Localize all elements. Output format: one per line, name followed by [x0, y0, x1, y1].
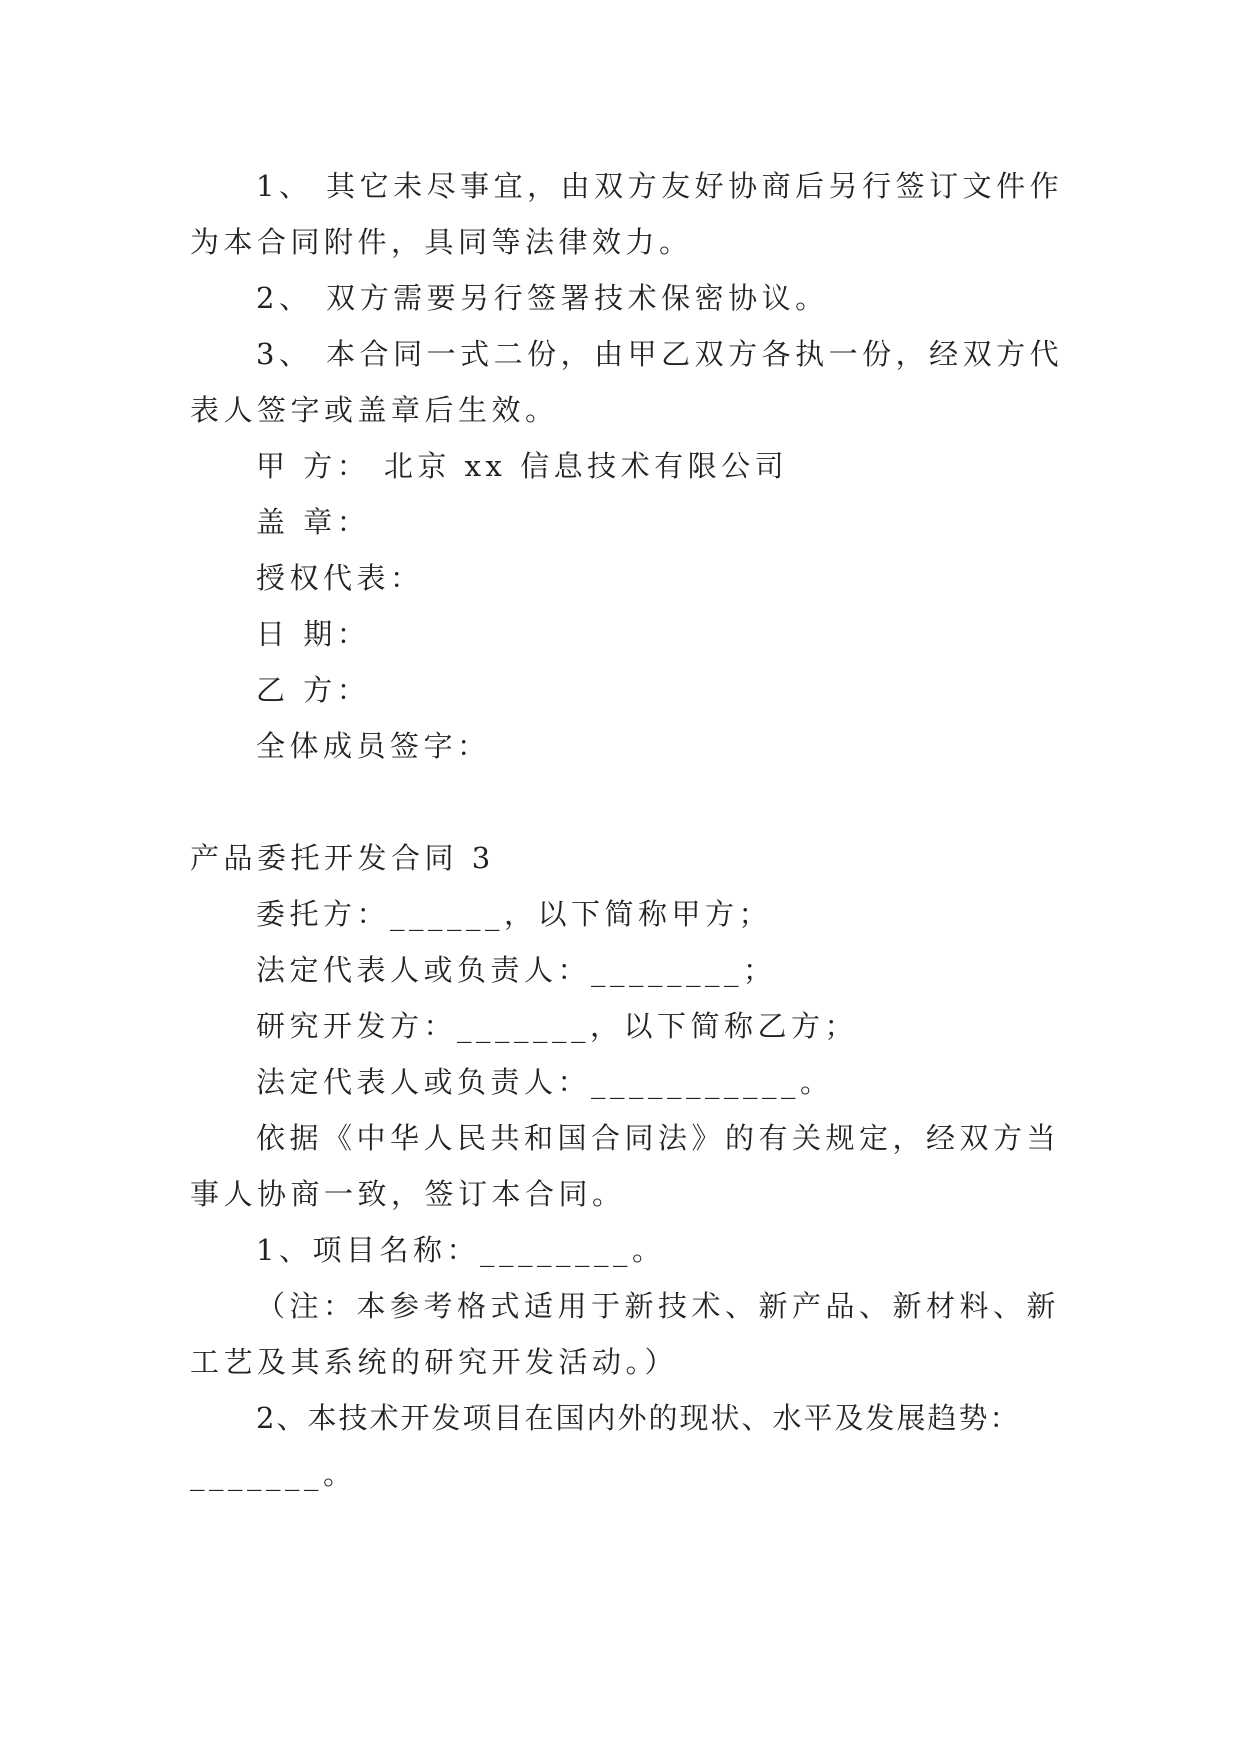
- note-line-1: （注：本参考格式适用于新技术、新产品、新材料、新: [256, 1289, 1061, 1323]
- authorized-rep-label: 授权代表：: [256, 561, 424, 595]
- developer-line: 研究开发方：_______，以下简称乙方；: [256, 1009, 859, 1043]
- clause-1-line-2: 为本合同附件，具同等法律效力。: [190, 225, 693, 259]
- status-blank-line: _______。: [190, 1457, 357, 1491]
- seal-label: 盖 章：: [256, 505, 371, 539]
- clause-3-line-1: 3、 本合同一式二份，由甲乙双方各执一份，经双方代: [256, 337, 1064, 371]
- contract-title: 产品委托开发合同 3: [190, 841, 495, 875]
- note-line-2: 工艺及其系统的研究开发活动。）: [190, 1345, 679, 1379]
- basis-line-2: 事人协商一致，签订本合同。: [190, 1177, 626, 1211]
- party-a-name: 甲 方： 北京 xx 信息技术有限公司: [256, 449, 789, 483]
- legal-rep-line-b: 法定代表人或负责人：___________。: [256, 1065, 834, 1099]
- legal-rep-line-a: 法定代表人或负责人：________；: [256, 953, 777, 987]
- clause-2: 2、 双方需要另行签署技术保密协议。: [256, 281, 829, 315]
- party-b-label: 乙 方：: [256, 673, 371, 707]
- clause-3-line-2: 表人签字或盖章后生效。: [190, 393, 559, 427]
- project-name-line: 1、项目名称：________。: [256, 1233, 666, 1267]
- clause-1-line-1: 1、 其它未尽事宜，由双方友好协商后另行签订文件作: [256, 169, 1064, 203]
- date-label: 日 期：: [256, 617, 371, 651]
- client-line: 委托方：______，以下简称甲方；: [256, 897, 773, 931]
- status-line: 2、本技术开发项目在国内外的现状、水平及发展趋势：: [256, 1401, 1021, 1435]
- all-members-signature-label: 全体成员签字：: [256, 729, 491, 763]
- basis-line-1: 依据《中华人民共和国合同法》的有关规定，经双方当: [256, 1121, 1061, 1155]
